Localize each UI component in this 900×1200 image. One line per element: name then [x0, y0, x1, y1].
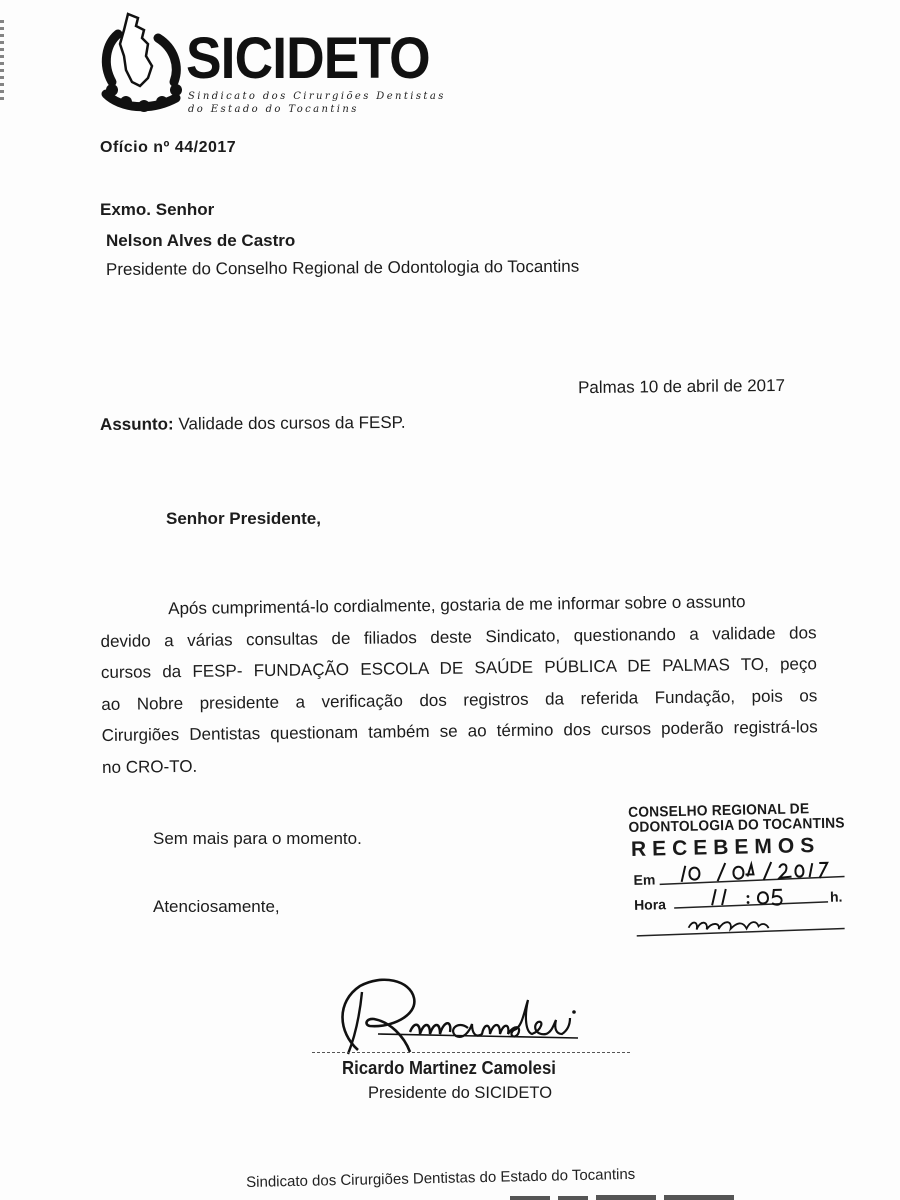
footer-cut-off-text [500, 1190, 750, 1200]
tocantins-map-logo-icon [98, 8, 193, 118]
body-line: devido a várias consultas de filiados deste Sindicato, questionando a validade dos [100, 622, 817, 651]
received-stamp [628, 800, 861, 945]
recipient-role: Presidente do Conselho Regional de Odontologia do Tocantins [105, 256, 580, 279]
stamp-time-suffix: h. [829, 888, 843, 905]
scan-edge-mark [0, 20, 4, 100]
subject-text: Validade dos cursos da FESP. [178, 412, 406, 434]
greeting: Senhor Presidente, [166, 509, 321, 528]
subject-line [100, 414, 406, 433]
closing-sign-off: Atenciosamente, [153, 897, 280, 916]
stamp-handwriting [628, 800, 861, 945]
stamp-line2: ODONTOLOGIA DO TOCANTINS [628, 815, 845, 836]
place-date: Palmas 10 de abril de 2017 [577, 375, 786, 398]
document-reference: Ofício nº 44/2017 [100, 139, 237, 156]
body-line: cursos da FESP- FUNDAÇÃO ESCOLA DE SAÚDE PÚBLICA DE PALMAS TO, peço [100, 654, 818, 682]
footer-org-name: Sindicato dos Cirurgiões Dentistas do Estado do Tocantins [246, 1165, 636, 1191]
salutation: Exmo. Senhor [100, 200, 215, 219]
stamp-time-label: Hora [633, 896, 667, 913]
org-acronym: SICIDETO [186, 26, 430, 91]
subject-label: Assunto: [99, 414, 174, 434]
stamp-date-label: Em [633, 871, 656, 888]
signer-name: Ricardo Martinez Camolesi [342, 1058, 556, 1078]
org-tagline-line2: do Estado do Tocantins [188, 104, 359, 115]
stamp-line1: CONSELHO REGIONAL DE [628, 801, 810, 821]
body-line: no CRO-TO. [101, 756, 198, 777]
signer-role: Presidente do SICIDETO [368, 1084, 553, 1102]
letterhead [98, 8, 446, 120]
org-tagline-line1: Sindicato dos Cirurgiões Dentistas [188, 91, 446, 102]
body-line: Após cumprimentá-lo cordialmente, gostaria de me informar sobre o assunto [168, 592, 746, 619]
body-line: ao Nobre presidente a verificação dos registros da referida Fundação, pois os [101, 685, 818, 714]
stamp-received: RECEBEMOS [630, 833, 821, 861]
closing-line: Sem mais para o momento. [153, 829, 362, 848]
signature-line [312, 1052, 630, 1053]
body-paragraph [100, 585, 818, 783]
handwritten-signature [318, 972, 588, 1062]
recipient-name: Nelson Alves de Castro [106, 231, 296, 250]
body-line: Cirurgiões Dentistas questionam também se ao término dos cursos poderão registrá-los [101, 717, 818, 745]
